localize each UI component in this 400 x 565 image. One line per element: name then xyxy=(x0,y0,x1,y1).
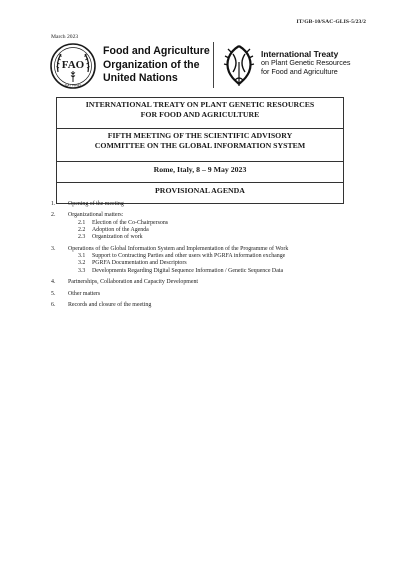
agenda-sub-item-number: 2.3 xyxy=(78,234,86,241)
fao-name-line-3: United Nations xyxy=(103,72,178,84)
agenda-list xyxy=(51,201,371,314)
agenda-sub-item-label: Election of the Co-Chairpersons xyxy=(92,219,169,226)
agenda-sub-item-label: Developments Regarding Digital Sequence Information / Genetic Sequence Data xyxy=(92,267,284,274)
fao-name xyxy=(103,45,210,86)
fao-emblem-icon xyxy=(49,42,97,90)
agenda-sub-item-label: Organization of work xyxy=(92,234,143,241)
agenda-item xyxy=(51,302,371,309)
agenda-item-label: Operations of the Global Information System and Implementation of the Programme of Work xyxy=(68,245,289,252)
svg-text:FAO: FAO xyxy=(61,59,85,71)
agenda-item-number: 2. xyxy=(51,212,56,219)
agenda-item xyxy=(51,291,371,298)
agenda-sub-item-number: 2.2 xyxy=(78,227,86,234)
agenda-sub-list xyxy=(78,220,371,242)
meeting-title-line-1: FIFTH MEETING OF THE SCIENTIFIC ADVISORY xyxy=(107,131,293,140)
treaty-name xyxy=(261,50,351,76)
treaty-title-line-1: INTERNATIONAL TREATY ON PLANT GENETIC RESOURCES xyxy=(85,100,315,109)
agenda-item-number: 1. xyxy=(51,201,56,207)
letterhead xyxy=(49,40,369,92)
header-divider xyxy=(213,42,214,88)
agenda-sub-item-number: 3.2 xyxy=(78,260,86,267)
treaty-name-line-3: for Food and Agriculture xyxy=(261,66,338,76)
treaty-title-line-2: FOR FOOD AND AGRICULTURE xyxy=(140,110,260,119)
meeting-title-cell xyxy=(57,129,343,162)
agenda-item xyxy=(51,201,371,208)
agenda-item-number: 4. xyxy=(51,279,56,286)
agenda-sub-item-label: Adoption of the Agenda xyxy=(92,227,149,234)
fao-motto: FIAT PANIS xyxy=(64,83,82,88)
agenda-title-cell xyxy=(57,183,343,203)
agenda-item-label: Partnerships, Collaboration and Capacity Development xyxy=(68,279,199,286)
title-box xyxy=(56,97,344,204)
agenda-sub-item xyxy=(78,234,371,241)
fao-name-line-2: Organization of the xyxy=(103,58,200,71)
agenda-sub-list xyxy=(78,253,371,275)
agenda-item-number: 6. xyxy=(51,302,56,309)
treaty-name-line-2: on Plant Genetic Resources xyxy=(261,57,351,67)
meeting-title-line-2: COMMITTEE ON THE GLOBAL INFORMATION SYSTEM xyxy=(94,141,306,150)
agenda-title: PROVISIONAL AGENDA xyxy=(155,186,245,195)
treaty-logo-icon xyxy=(219,42,259,88)
agenda-sub-item-number: 3.3 xyxy=(78,267,86,274)
agenda-sub-item-number: 3.1 xyxy=(78,253,86,260)
agenda-sub-item-label: Support to Contracting Parties and other users with PGRFA information exchange xyxy=(92,253,286,260)
location-cell xyxy=(57,162,343,183)
agenda-item xyxy=(51,246,371,275)
agenda-sub-item xyxy=(78,220,371,227)
agenda-sub-item xyxy=(78,253,371,260)
treaty-title-cell xyxy=(57,98,343,129)
agenda-item-label: Records and closure of the meeting xyxy=(68,302,152,309)
agenda-item-number: 5. xyxy=(51,290,56,297)
agenda-item-number: 3. xyxy=(51,245,56,252)
agenda-item-label: Other matters xyxy=(68,290,101,297)
agenda-item-label: Opening of the meeting xyxy=(68,201,124,207)
meeting-location: Rome, Italy, 8 – 9 May 2023 xyxy=(153,165,247,174)
agenda-sub-item xyxy=(78,268,371,275)
agenda-item-label: Organizational matters: xyxy=(68,212,124,219)
agenda-sub-item-number: 2.1 xyxy=(78,219,86,226)
agenda-item xyxy=(51,212,371,241)
document-code: IT/GB-10/SAC-GLIS-5/23/2 xyxy=(296,19,366,25)
document-date: March 2023 xyxy=(51,34,79,40)
fao-name-line-1: Food and Agriculture xyxy=(103,45,210,57)
treaty-name-line-1: International Treaty xyxy=(261,49,339,59)
agenda-item xyxy=(51,279,371,286)
agenda-sub-item xyxy=(78,260,371,267)
agenda-sub-item-label: PGRFA Documentation and Descriptors xyxy=(92,260,187,267)
